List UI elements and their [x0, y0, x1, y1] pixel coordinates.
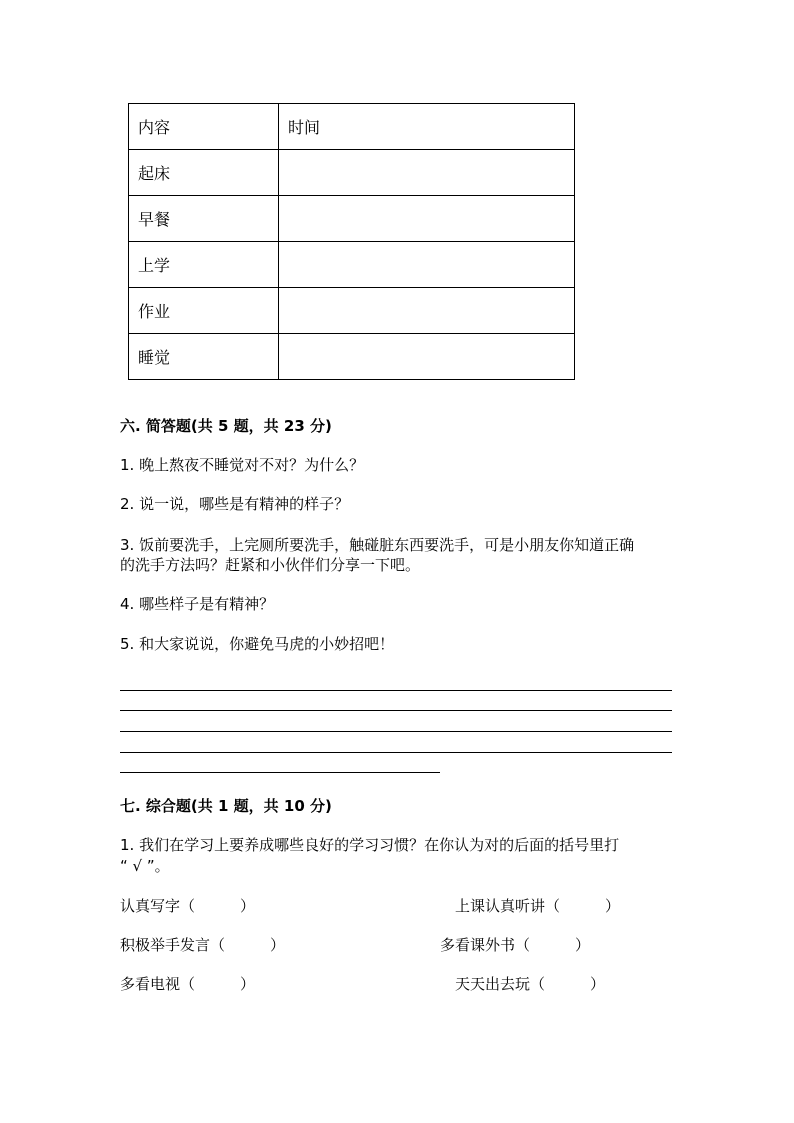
table-header-cell: 内容	[129, 104, 279, 150]
table-row	[129, 288, 575, 334]
answer-line[interactable]	[120, 731, 672, 732]
question-3-line1: 3. 饭前要洗手，上完厕所要洗手，触碰脏东西要洗手，可是小朋友你知道正确	[120, 536, 635, 554]
answer-line-short[interactable]	[120, 772, 440, 773]
table-cell-value[interactable]	[279, 334, 575, 380]
answer-line[interactable]	[120, 752, 672, 753]
question-3-line2: 的洗手方法吗？赶紧和小伙伴们分享一下吧。	[120, 556, 421, 574]
question-4: 4. 哪些样子是有精神？	[120, 595, 275, 613]
habit-item[interactable]: 上课认真听讲（ ）	[455, 897, 621, 915]
table-cell-value[interactable]	[279, 242, 575, 288]
table-cell-label: 作业	[129, 288, 279, 334]
table-row	[129, 334, 575, 380]
answer-line[interactable]	[120, 710, 672, 711]
table-header-cell: 时间	[279, 104, 575, 150]
habit-item[interactable]: 天天出去玩（ ）	[455, 975, 606, 993]
section7-question-line2: “ √ ”。	[120, 857, 170, 875]
table-cell-label: 早餐	[129, 196, 279, 242]
answer-line[interactable]	[120, 690, 672, 691]
habit-item[interactable]: 多看课外书（ ）	[440, 936, 591, 954]
table-row	[129, 196, 575, 242]
table-cell-value[interactable]	[279, 150, 575, 196]
habit-item[interactable]: 多看电视（ ）	[120, 975, 256, 993]
table-cell-label: 睡觉	[129, 334, 279, 380]
habit-item[interactable]: 积极举手发言（ ）	[120, 936, 286, 954]
schedule-table	[128, 103, 575, 380]
table-row	[129, 150, 575, 196]
table-cell-value[interactable]	[279, 196, 575, 242]
table-cell-value[interactable]	[279, 288, 575, 334]
question-2: 2. 说一说，哪些是有精神的样子？	[120, 495, 350, 513]
section7-question-line1: 1. 我们在学习上要养成哪些良好的学习习惯？在你认为对的后面的括号里打	[120, 836, 620, 854]
habit-item[interactable]: 认真写字（ ）	[120, 897, 256, 915]
table-row	[129, 242, 575, 288]
section7-heading: 七. 综合题(共 1 题，共 10 分)	[120, 797, 332, 815]
question-5: 5. 和大家说说，你避免马虎的小妙招吧！	[120, 635, 395, 653]
section6-heading: 六. 简答题(共 5 题，共 23 分)	[120, 417, 332, 435]
table-header-row	[129, 104, 575, 150]
table-cell-label: 上学	[129, 242, 279, 288]
table-cell-label: 起床	[129, 150, 279, 196]
question-1: 1. 晚上熬夜不睡觉对不对？为什么？	[120, 456, 365, 474]
